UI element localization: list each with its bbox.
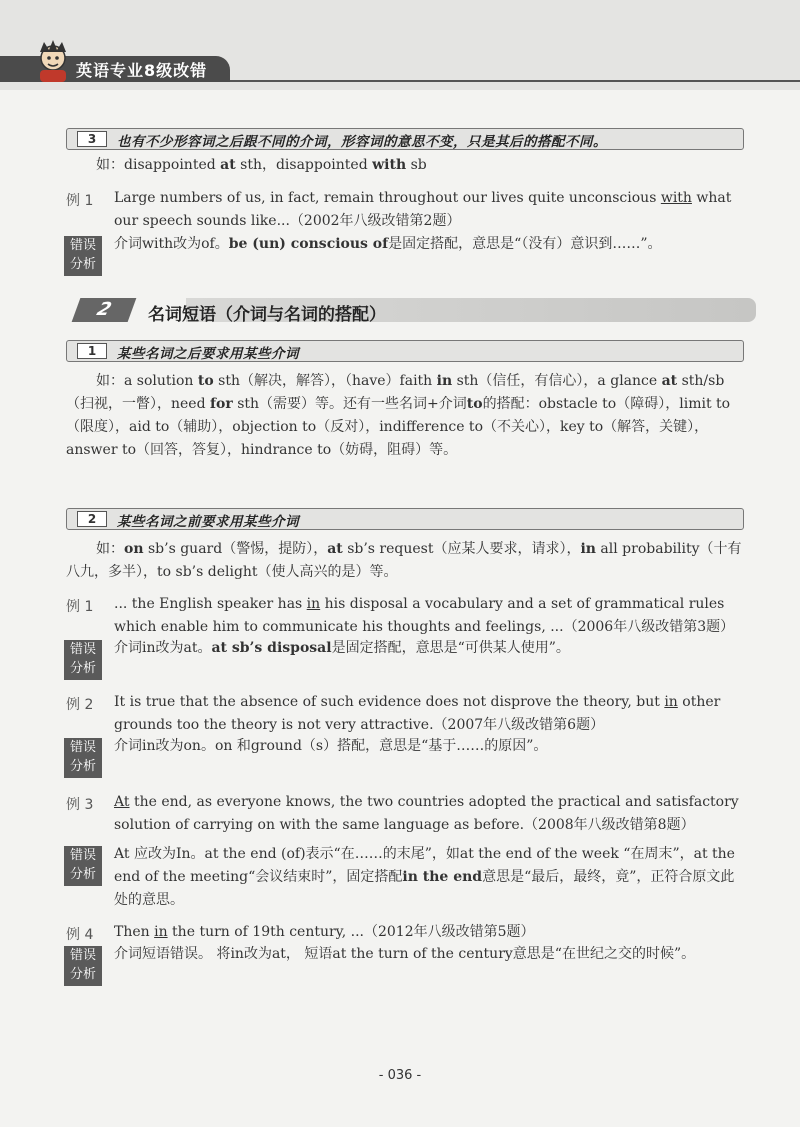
header-title: 英语专业8级改错	[76, 61, 208, 80]
subheading-number: 3	[77, 131, 107, 147]
page-header	[0, 0, 800, 90]
example-label: 例 3	[66, 797, 94, 813]
error-analysis-badge: 错误分析	[64, 946, 102, 986]
subheading-text: 也有不少形容词之后跟不同的介词，形容词的意思不变，只是其后的搭配不同。	[117, 134, 607, 150]
example-text: ... the English speaker has in his disposal a vocabulary and a set of grammatical rules which enable him to communicate his thoughts and feelings, ...（2006年八级改错第3题）	[114, 596, 735, 635]
error-analysis-badge: 错误分析	[64, 236, 102, 276]
subheading-number: 2	[77, 511, 107, 527]
example-label: 例 2	[66, 697, 94, 713]
error-analysis-badge: 错误分析	[64, 846, 102, 886]
section-number: 2	[72, 298, 137, 322]
example-label: 例 1	[66, 599, 94, 615]
section-title: 名词短语（介词与名词的搭配）	[148, 305, 386, 325]
mascot-icon	[30, 38, 76, 84]
subheading-number: 1	[77, 343, 107, 359]
example-text: Large numbers of us, in fact, remain throughout our lives quite unconscious with what our speech sounds like...（2002年八级改错第2题）	[114, 190, 732, 229]
example-text: At the end, as everyone knows, the two countries adopted the practical and satisfactory solution of carrying on with the same language as before.（2008年八级改错第8题）	[114, 794, 739, 833]
error-analysis-text: 介词with改为of。be (un) conscious of是固定搭配，意思是“（没有）意识到……”。	[114, 236, 662, 252]
example-text: Then in the turn of 19th century, ...（2012年八级改错第5题）	[114, 924, 535, 940]
error-analysis-text: 介词in改为at。at sb’s disposal是固定搭配，意思是“可供某人使用”。	[114, 640, 570, 656]
page-number: - 036 -	[378, 1068, 422, 1083]
error-analysis-text: 介词in改为on。on 和ground（s）搭配，意思是“基于……的原因”。	[114, 738, 548, 754]
subheading-text: 某些名词之后要求用某些介词	[117, 346, 299, 362]
subheading-bar	[66, 128, 744, 150]
subheading-bar	[66, 508, 744, 530]
subheading-text: 某些名词之前要求用某些介词	[117, 514, 299, 530]
example-label: 例 1	[66, 193, 94, 209]
body-paragraph: 如：on sb’s guard（警惕，提防），at sb’s request（应某人要求，请求），in all probability（十有八九，多半），to sb’s delight（使人高兴的是）等。	[66, 541, 742, 580]
section-heading	[66, 296, 756, 326]
example-text: It is true that the absence of such evidence does not disprove the theory, but in other grounds too the theory is not very attractive.（2007年八级改错第6题）	[114, 694, 721, 733]
error-analysis-badge: 错误分析	[64, 738, 102, 778]
example-line: 如：disappointed at sth，disappointed with sb	[96, 157, 427, 173]
example-label: 例 4	[66, 927, 94, 943]
subheading-bar	[66, 340, 744, 362]
error-analysis-badge: 错误分析	[64, 640, 102, 680]
header-divider	[230, 80, 800, 82]
error-analysis-text: 介词短语错误。 将in改为at， 短语at the turn of the century意思是“在世纪之交的时候”。	[114, 946, 696, 962]
body-paragraph: 如：a solution to sth（解决，解答），（have）faith in sth（信任，有信心），a glance at sth/sb（扫视，一瞥），need for sth（需要）等。还有一些名词+介词to的搭配：obstacle to（障碍），limit to（限度），aid to（辅助），objection to（反对），indifference to（不关心），key to（解答，关键），answer to（回答，答复），hindrance to（妨碍，阻碍）等。	[66, 373, 731, 458]
error-analysis-text: At 应改为In。at the end (of)表示“在……的末尾”，如at the end of the week “在周末”，at the end of the meeting“会议结束时”，固定搭配in the end意思是“最后，最终，竟”，正符合原文此处的意思。	[114, 846, 735, 908]
